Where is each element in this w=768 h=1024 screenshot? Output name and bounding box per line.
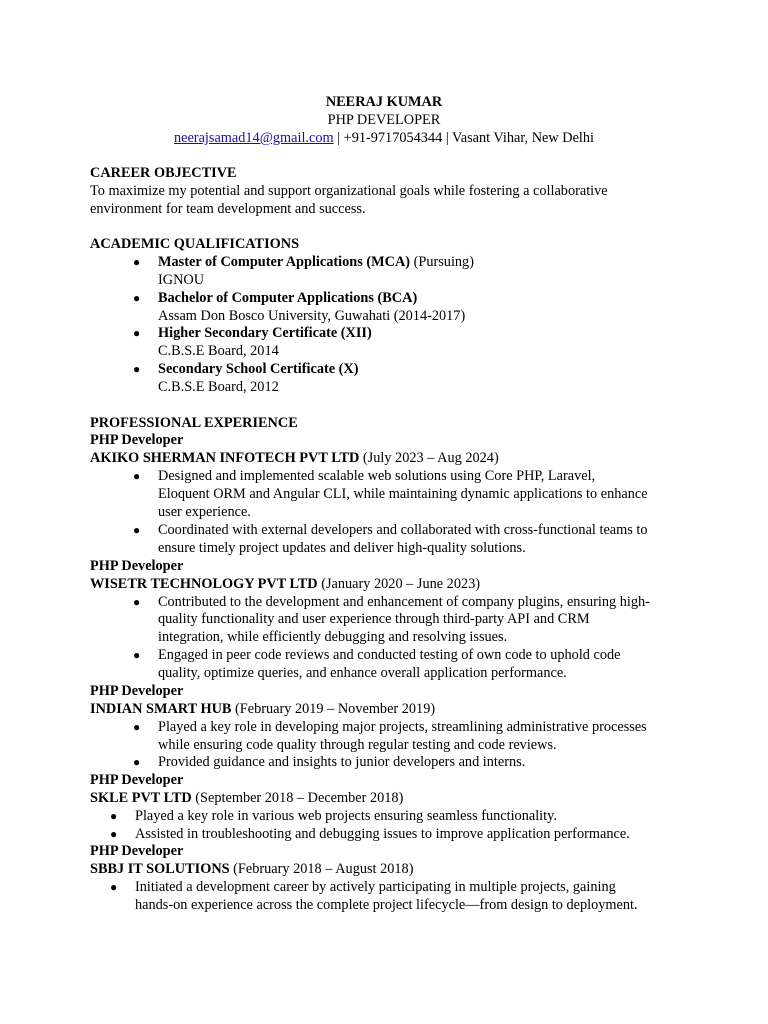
- bullet-icon: ●: [133, 469, 141, 483]
- candidate-role: PHP DEVELOPER: [327, 112, 441, 128]
- job-bullet-line: Contributed to the development and enhancement of company plugins, ensuring high-: [158, 594, 650, 610]
- bullet-icon: ●: [110, 827, 118, 841]
- job-role: PHP Developer: [90, 432, 184, 448]
- job-role: PHP Developer: [90, 843, 184, 859]
- qualification-detail: Assam Don Bosco University, Guwahati (2014-2017): [158, 308, 466, 324]
- job-bullet-line: Provided guidance and insights to junior developers and interns.: [158, 754, 526, 770]
- bullet-icon: ●: [133, 648, 141, 662]
- job-bullet-line: Eloquent ORM and Angular CLI, while maintaining dynamic applications to enhance: [158, 486, 648, 502]
- experience-heading: PROFESSIONAL EXPERIENCE: [90, 415, 298, 431]
- job-bullet-line: Coordinated with external developers and collaborated with cross-functional teams to: [158, 522, 648, 538]
- qualification-title: Bachelor of Computer Applications (BCA): [158, 290, 418, 306]
- objective-heading: CAREER OBJECTIVE: [90, 165, 237, 181]
- job-role: PHP Developer: [90, 558, 184, 574]
- job-bullet-line: Designed and implemented scalable web solutions using Core PHP, Laravel,: [158, 468, 596, 484]
- job-bullet-line: Played a key role in various web projects ensuring seamless functionality.: [135, 808, 557, 824]
- bullet-icon: ●: [133, 523, 141, 537]
- qualification-title: Secondary School Certificate (X): [158, 361, 359, 377]
- job-bullet-line: hands-on experience across the complete project lifecycle—from design to deployment.: [135, 897, 638, 913]
- job-bullet-line: quality, optimize queries, and enhance overall application performance.: [158, 665, 567, 681]
- qualification-detail: C.B.S.E Board, 2012: [158, 379, 279, 395]
- bullet-icon: ●: [133, 255, 141, 269]
- job-bullet-line: Assisted in troubleshooting and debugging issues to improve application performance.: [135, 826, 630, 842]
- qualification-title: Master of Computer Applications (MCA) (Pursuing): [158, 254, 474, 270]
- objective-text-line: environment for team development and success.: [90, 201, 366, 217]
- job-bullet-line: Engaged in peer code reviews and conducted testing of own code to uphold code: [158, 647, 621, 663]
- bullet-icon: ●: [133, 595, 141, 609]
- contact-details: | +91-9717054344 | Vasant Vihar, New Delhi: [333, 130, 595, 146]
- job-company-line: INDIAN SMART HUB (February 2019 – November 2019): [90, 701, 436, 717]
- job-bullet-line: user experience.: [158, 504, 251, 520]
- job-company-line: SBBJ IT SOLUTIONS (February 2018 – August 2018): [90, 861, 414, 877]
- bullet-icon: ●: [110, 880, 118, 894]
- job-company-line: SKLE PVT LTD (September 2018 – December 2018): [90, 790, 404, 806]
- academics-heading: ACADEMIC QUALIFICATIONS: [90, 236, 300, 252]
- job-bullet-line: Played a key role in developing major projects, streamlining administrative processes: [158, 719, 647, 735]
- job-bullet-line: integration, while efficiently debugging and resolving issues.: [158, 629, 508, 645]
- job-bullet-line: ensure timely project updates and deliver high-quality solutions.: [158, 540, 526, 556]
- bullet-icon: ●: [133, 362, 141, 376]
- job-bullet-line: while ensuring code quality through regular testing and code reviews.: [158, 737, 557, 753]
- email-link[interactable]: neerajsamad14@gmail.com: [173, 130, 334, 146]
- objective-text-line: To maximize my potential and support organizational goals while fostering a collaborative: [90, 183, 608, 199]
- qualification-detail: IGNOU: [158, 272, 205, 288]
- qualification-title: Higher Secondary Certificate (XII): [158, 325, 372, 341]
- job-company-line: WISETR TECHNOLOGY PVT LTD (January 2020 – June 2023): [90, 576, 481, 592]
- candidate-name: NEERAJ KUMAR: [325, 94, 443, 110]
- job-role: PHP Developer: [90, 772, 184, 788]
- contact-line: [0, 130, 768, 148]
- bullet-icon: ●: [133, 326, 141, 340]
- job-role: PHP Developer: [90, 683, 184, 699]
- job-company-line: AKIKO SHERMAN INFOTECH PVT LTD (July 2023 – Aug 2024): [90, 450, 499, 466]
- bullet-icon: ●: [133, 720, 141, 734]
- job-bullet-line: Initiated a development career by actively participating in multiple projects, gaining: [135, 879, 616, 895]
- job-bullet-line: quality functionality and user experience through third-party API and CRM: [158, 611, 590, 627]
- bullet-icon: ●: [110, 809, 118, 823]
- qualification-detail: C.B.S.E Board, 2014: [158, 343, 279, 359]
- bullet-icon: ●: [133, 755, 141, 769]
- bullet-icon: ●: [133, 291, 141, 305]
